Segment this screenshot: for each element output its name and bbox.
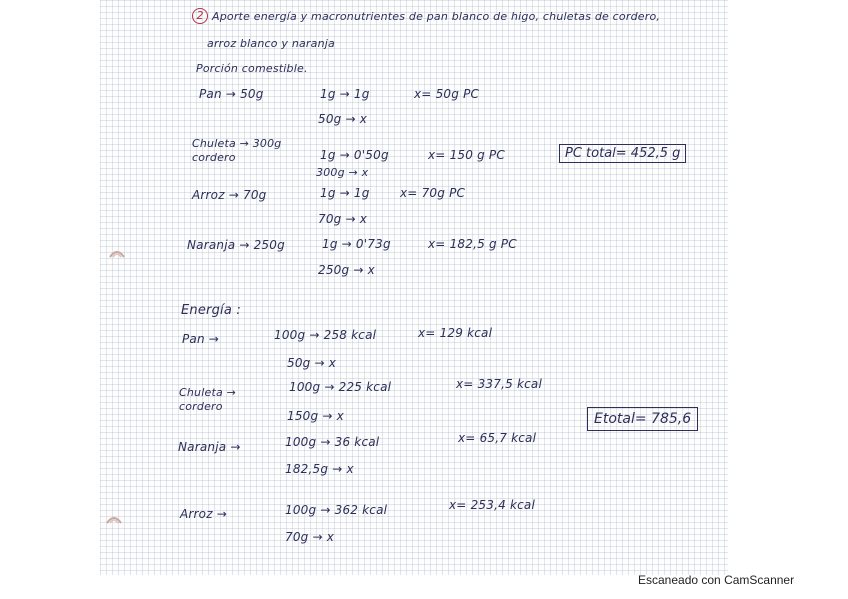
portion-naranja-result: x= 182,5 g PC: [428, 237, 517, 251]
energy-arroz-eq2: 70g → x: [285, 530, 335, 544]
portion-naranja-eq1: 1g → 0'73g: [322, 237, 391, 251]
portion-pan-result: x= 50g PC: [414, 87, 480, 101]
portion-arroz-eq2: 70g → x: [318, 212, 368, 226]
portion-chuleta-result: x= 150 g PC: [428, 148, 505, 162]
portion-pan-eq1: 1g → 1g: [320, 87, 370, 101]
energy-naranja-label: Naranja →: [178, 440, 241, 454]
exercise-title-line1: Aporte energía y macronutrientes de pan blanco de higo, chuletas de cordero,: [212, 10, 661, 23]
portion-pan-label: Pan → 50g: [199, 87, 264, 101]
energy-chuleta-eq2: 150g → x: [287, 409, 344, 423]
energy-naranja-result: x= 65,7 kcal: [458, 431, 537, 445]
energy-chuleta-label2: cordero: [179, 400, 223, 413]
energy-arroz-label: Arroz →: [180, 507, 227, 521]
energy-pan-eq2: 50g → x: [287, 356, 337, 370]
energy-chuleta-result: x= 337,5 kcal: [456, 377, 542, 391]
portion-chuleta-eq1: 1g → 0'50g: [320, 148, 389, 162]
energy-pan-result: x= 129 kcal: [418, 326, 493, 340]
energy-pan-label: Pan →: [182, 332, 220, 346]
portion-total-box: PC total= 452,5 g: [559, 144, 686, 163]
energy-heading: Energía :: [181, 303, 241, 318]
portion-naranja-label: Naranja → 250g: [187, 238, 285, 252]
subtitle: Porción comestible.: [196, 62, 308, 75]
binder-hole-icon: [109, 247, 125, 259]
energy-arroz-eq1: 100g → 362 kcal: [285, 503, 388, 517]
portion-chuleta-label: Chuleta → 300g: [192, 137, 282, 150]
exercise-title-line2: arroz blanco y naranja: [207, 37, 335, 50]
portion-chuleta-eq2: 300g → x: [316, 166, 369, 179]
energy-pan-eq1: 100g → 258 kcal: [274, 328, 377, 342]
energy-naranja-eq2: 182,5g → x: [285, 462, 354, 476]
portion-arroz-result: x= 70g PC: [400, 186, 466, 200]
binder-hole-icon: [106, 513, 122, 525]
energy-total-box: Etotal= 785,6: [587, 407, 698, 431]
energy-chuleta-label: Chuleta →: [179, 386, 237, 399]
portion-arroz-label: Arroz → 70g: [192, 188, 267, 202]
portion-arroz-eq1: 1g → 1g: [320, 186, 370, 200]
exercise-number: 2: [192, 8, 208, 24]
portion-chuleta-label2: cordero: [192, 151, 236, 164]
energy-naranja-eq1: 100g → 36 kcal: [285, 435, 380, 449]
scanner-watermark: Escaneado con CamScanner: [638, 573, 795, 587]
energy-chuleta-eq1: 100g → 225 kcal: [289, 380, 392, 394]
portion-pan-eq2: 50g → x: [318, 112, 368, 126]
portion-naranja-eq2: 250g → x: [318, 263, 375, 277]
energy-arroz-result: x= 253,4 kcal: [449, 498, 535, 512]
